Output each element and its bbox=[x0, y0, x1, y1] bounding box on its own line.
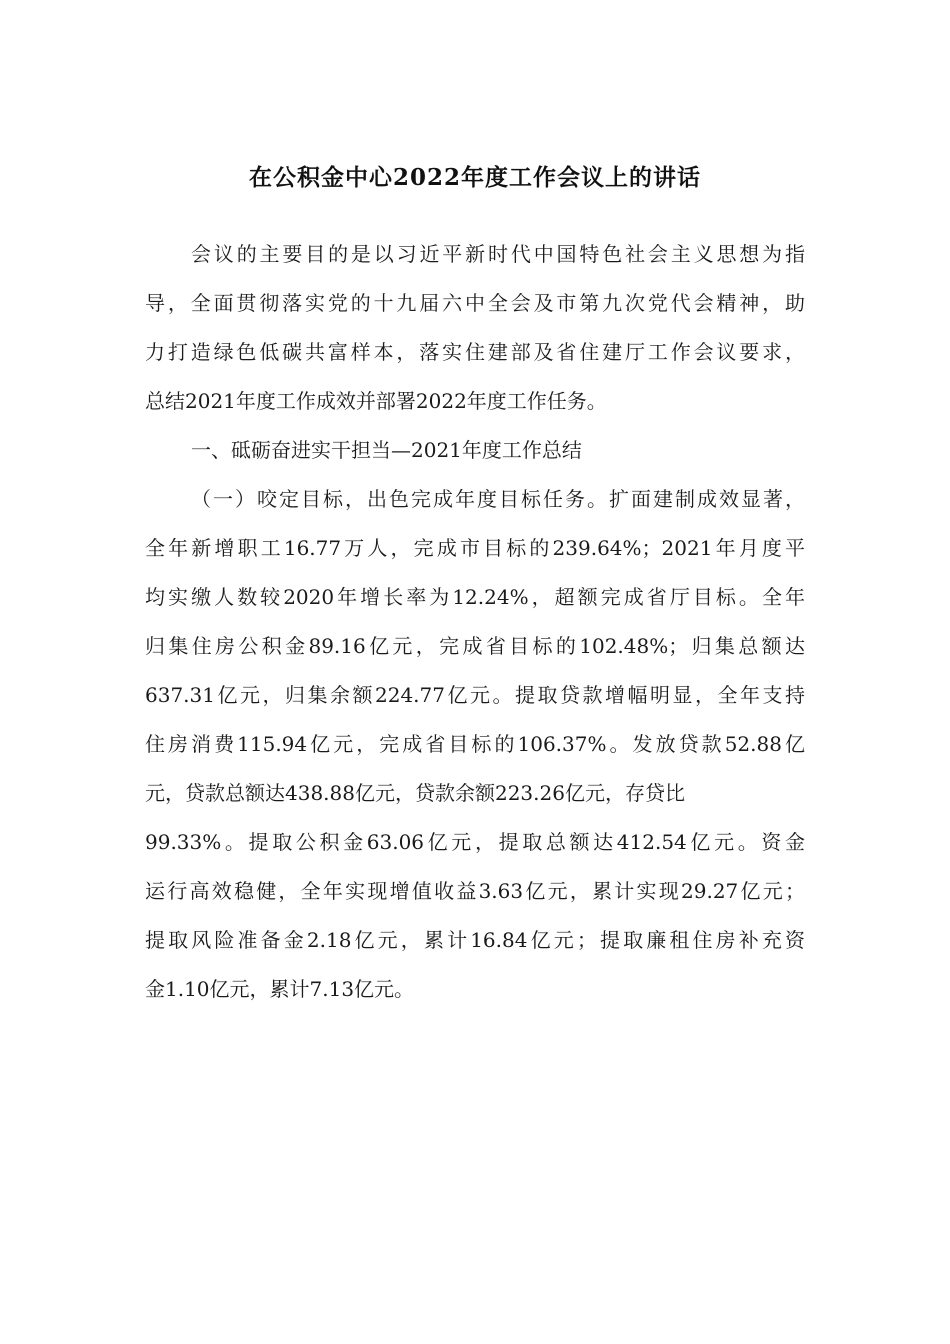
paragraph-1-line-1: 会议的主要目的是以习近平新时代中国特色社会主义思想为指 bbox=[191, 242, 805, 266]
paragraph-3-line-3: 均实缴人数较2020年增长率为12.24%，超额完成省厅目标。全年 bbox=[145, 585, 805, 609]
paragraph-3-line-2: 全年新增职工16.77万人，完成市目标的239.64%；2021年月度平 bbox=[145, 536, 805, 560]
paragraph-1-line-3: 力打造绿色低碳共富样本，落实住建部及省住建厅工作会议要求， bbox=[145, 340, 805, 364]
paragraph-3-line-4: 归集住房公积金89.16亿元，完成省目标的102.48%；归集总额达 bbox=[145, 634, 805, 658]
section-heading-1: 一、砥砺奋进实干担当—2021年度工作总结 bbox=[191, 438, 582, 462]
paragraph-1-line-4: 总结2021年度工作成效并部署2022年度工作任务。 bbox=[145, 389, 607, 413]
paragraph-3-line-7: 元，贷款总额达438.88亿元，贷款余额223.26亿元，存贷比 bbox=[145, 781, 685, 805]
paragraph-3-line-9: 运行高效稳健，全年实现增值收益3.63亿元，累计实现29.27亿元； bbox=[145, 879, 805, 903]
document-body bbox=[145, 230, 805, 1014]
paragraph-3-line-6: 住房消费115.94亿元，完成省目标的106.37%。发放贷款52.88亿 bbox=[145, 732, 805, 756]
paragraph-3-line-11: 金1.10亿元，累计7.13亿元。 bbox=[145, 977, 415, 1001]
paragraph-3-line-5: 637.31亿元，归集余额224.77亿元。提取贷款增幅明显，全年支持 bbox=[145, 683, 805, 707]
paragraph-3-line-10: 提取风险准备金2.18亿元，累计16.84亿元；提取廉租住房补充资 bbox=[145, 928, 805, 952]
paragraph-3-line-1: （一）咬定目标，出色完成年度目标任务。扩面建制成效显著， bbox=[191, 487, 805, 511]
paragraph-3-line-8: 99.33%。提取公积金63.06亿元，提取总额达412.54亿元。资金 bbox=[145, 830, 805, 854]
paragraph-1-line-2: 导，全面贯彻落实党的十九届六中全会及市第九次党代会精神，助 bbox=[145, 291, 805, 315]
document-title: 在公积金中心2022年度工作会议上的讲话 bbox=[248, 164, 701, 191]
